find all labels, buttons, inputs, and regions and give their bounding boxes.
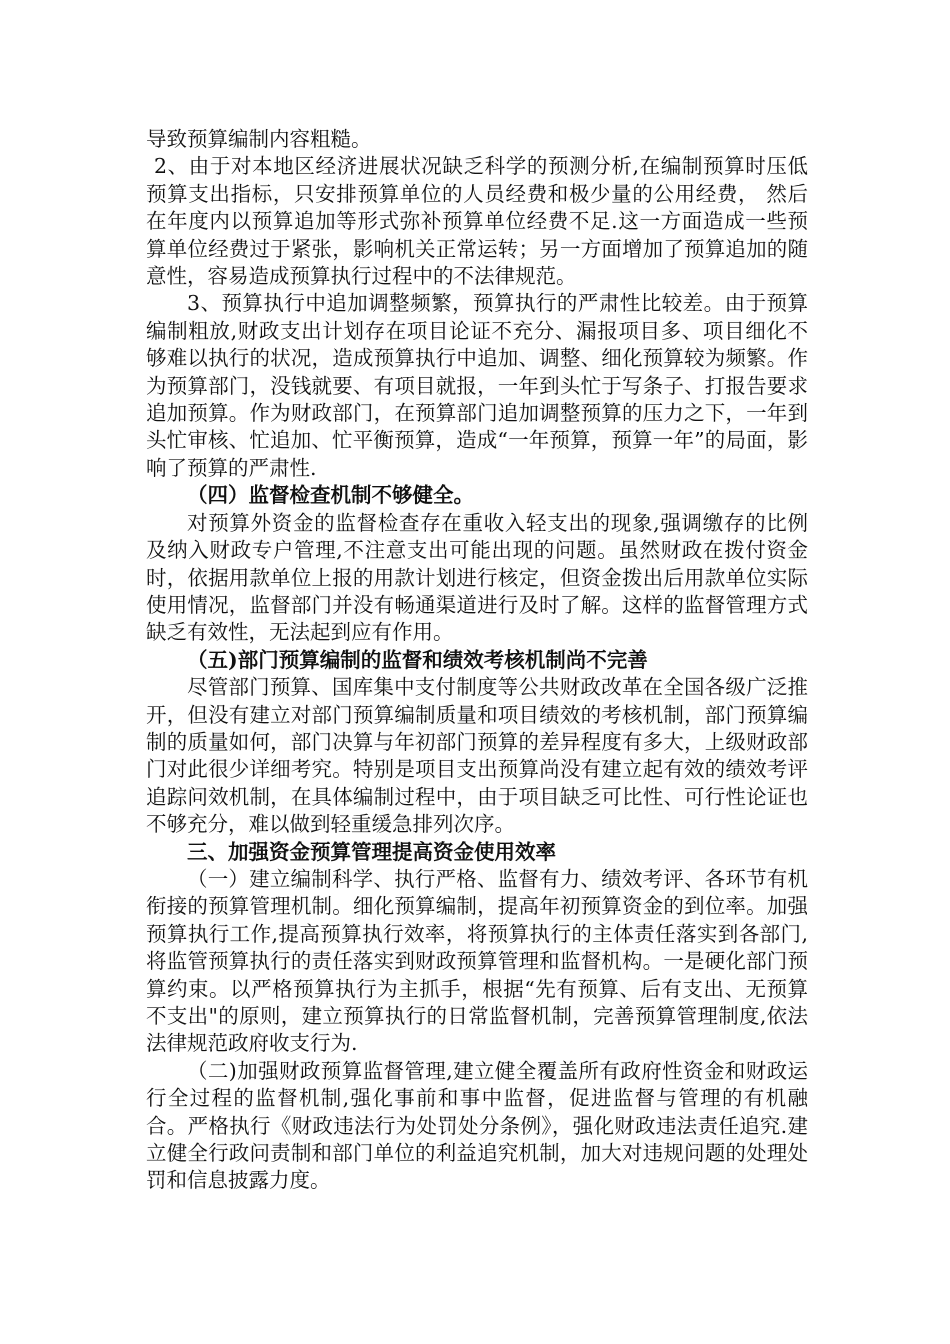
paragraph-performance: 尽管部门预算、国库集中支付制度等公共财政改革在全国各级广泛推开，但没有建立对部门预算编制质量和项目绩效的考核机制，部门预算编制的质量如何，部门决算与年初部门预算的差异程度有多大，上级财政部门对此很少详细考究。特别是项目支出预算尚没有建立起有效的绩效考评追踪问效机制，在具体编制过程中，由于项目缺乏可比性、可行性论证也不够充分，难以做到轻重缓急排列次序。 — [146, 675, 808, 837]
paragraph-item-3: 3、预算执行中追加调整频繁，预算执行的严肃性比较差。由于预算编制粗放,财政支出计划存在项目论证不充分、漏报项目多、项目细化不够难以执行的状况，造成预算执行中追加、调整、细化预算较为频繁。作为预算部门，没钱就要、有项目就报，一年到头忙于写条子、打报告要求追加预算。作为财政部门，在预算部门追加调整预算的压力之下，一年到头忙审核、忙追加、忙平衡预算，造成“一年预算，预算一年”的局面，影响了预算的严肃性. — [146, 291, 808, 480]
paragraph-continuation: 导致预算编制内容粗糙。 — [146, 127, 372, 151]
paragraph-supervision: 对预算外资金的监督检查存在重收入轻支出的现象,强调缴存的比例及纳入财政专户管理,不注意支出可能出现的问题。虽然财政在拨付资金时，依据用款单位上报的用款计划进行核定，但资金拨出后用款单位实际使用情况，监督部门并没有畅通渠道进行及时了解。这样的监督管理方式缺乏有效性，无法起到应有作用。 — [146, 510, 808, 645]
paragraph-item-2: 2、由于对本地区经济进展状况缺乏科学的预测分析,在编制预算时压低预算支出指标，只安排预算单位的人员经费和极少量的公用经费， 然后在年度内以预算追加等形式弥补预算单位经费不足.这一方面造成一些预算单位经费过于紧张，影响机关正常运转；另一方面增加了预算追加的随意性，容易造成预算执行过程中的不法律规范。 — [146, 154, 808, 289]
paragraph-measure-1: （一）建立编制科学、执行严格、监督有力、绩效考评、各环节有机衔接的预算管理机制。细化预算编制，提高年初预算资金的到位率。加强预算执行工作,提高预算执行效率，将预算执行的主体责任落实到各部门,将监管预算执行的责任落实到财政预算管理和监督机构。一是硬化部门预算约束。以严格预算执行为主抓手，根据“先有预算、后有支出、无预算不支出"的原则，建立预算执行的日常监督机制，完善预算管理制度,依法法律规范政府收支行为. — [146, 866, 808, 1056]
paragraph-measure-2: （二)加强财政预算监督管理,建立健全覆盖所有政府性资金和财政运行全过程的监督机制,强化事前和事中监督，促进监督与管理的有机融合。严格执行《财政违法行为处罚处分条例》，强化财政违法责任追究.建立健全行政问责制和部门单位的利益追究机制，加大对违规问题的处理处罚和信息披露力度。 — [146, 1058, 808, 1193]
document-body — [146, 126, 808, 1195]
section-heading-3: 三、加强资金预算管理提高资金使用效率 — [187, 839, 556, 864]
section-heading-5: （五)部门预算编制的监督和绩效考核机制尚不完善 — [187, 647, 648, 672]
section-heading-4: （四）监督检查机制不够健全。 — [187, 483, 474, 508]
